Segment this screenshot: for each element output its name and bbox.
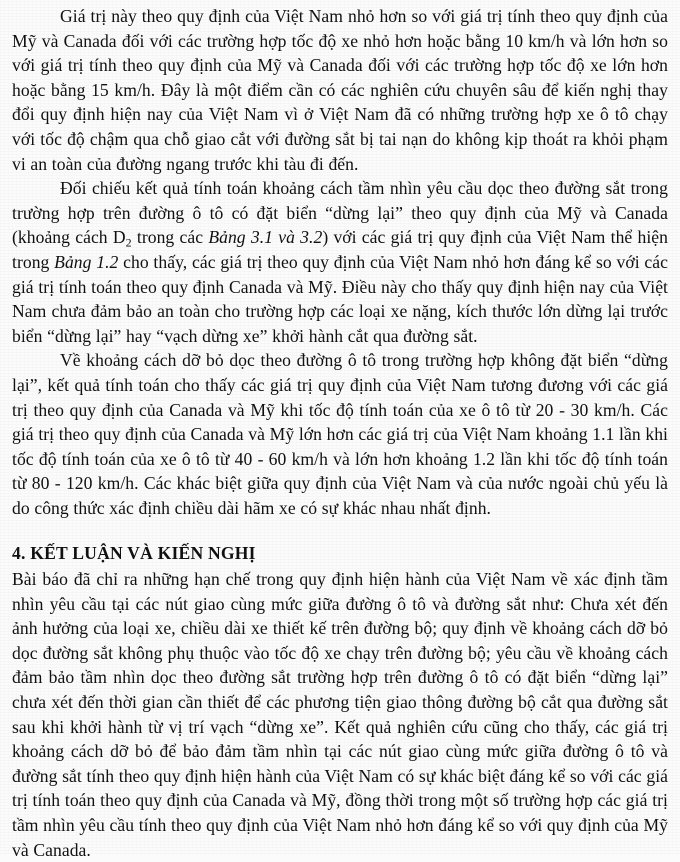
table-reference-bang-1-2: Bảng 1.2 bbox=[54, 251, 119, 272]
section-heading-4-ket-luan-va-kien-nghi: 4. KẾT LUẬN VÀ KIẾN NGHỊ bbox=[12, 543, 256, 564]
paragraph-2 bbox=[12, 176, 668, 348]
paragraph-2-segment-text-d: cho thấy, các giá trị theo quy định của Việt Nam nhỏ hơn đáng kể so với các giá trị tính toán theo quy định Canada và Mỹ. Điều này cho thấy quy định hiện nay của Việt Nam chưa đảm bảo an toàn cho trường hợp các loại xe nặng, kích thước lớn dừng lại trước biển “dừng lại” hay “vạch dừng xe” khởi hành cắt qua đường sắt. bbox=[12, 251, 668, 346]
paragraph-2-segment-text-c: ) với các giá trị quy định của Việt Nam thể hiện trong bbox=[12, 227, 668, 272]
paragraph-2-segment-text-b: trong các bbox=[131, 227, 209, 248]
table-reference-bang-3-1-va-3-2: Bảng 3.1 và 3.2 bbox=[208, 227, 323, 248]
document-text-column bbox=[12, 4, 668, 862]
paragraph-3: Về khoảng cách dỡ bỏ dọc theo đường ô tô trong trường hợp không đặt biển “dừng lại”, kết quả tính toán cho thấy các giá trị quy định của Việt Nam tương đương với các giá trị theo quy định của Canada và Mỹ khi tốc độ tính toán của xe ô tô từ 20 - 30 km/h. Các giá trị theo quy định của Canada và Mỹ lớn hơn các giá trị của Việt Nam khoảng 1.1 lần khi tốc độ tính toán của xe ô tô từ 40 - 60 km/h và lớn hơn khoảng 1.2 lần khi tốc độ tính toán từ 80 - 120 km/h. Các khác biệt giữa quy định của Việt Nam và của nước ngoài chủ yếu là do công thức xác định chiều dài hãm xe có sự khác nhau nhất định. bbox=[12, 350, 668, 518]
paragraph-2-segment-text-a: Đối chiếu kết quả tính toán khoảng cách tầm nhìn yêu cầu dọc theo đường sắt trong trường hợp trên đường ô tô có đặt biển “dừng lại” theo quy định của Mỹ và Canada (khoảng cách D bbox=[12, 178, 668, 248]
subscript-d2: 2 bbox=[125, 235, 132, 250]
paragraph-1: Giá trị này theo quy định của Việt Nam nhỏ hơn so với giá trị tính theo quy định của Mỹ và Canada đối với các trường hợp tốc độ xe nhỏ hơn hoặc bằng 10 km/h và lớn hơn so với giá trị tính theo quy định của Mỹ và Canada đối với các trường hợp tốc độ xe lớn hơn hoặc bằng 15 km/h. Đây là một điểm cần có các nghiên cứu chuyên sâu để kiến nghị thay đổi quy định hiện nay của Việt Nam vì ở Việt Nam đã có những trường hợp xe ô tô chạy với tốc độ chậm qua chỗ giao cắt với đường sắt bị tai nạn do không kịp thoát ra khỏi phạm vi an toàn của đường ngang trước khi tàu đi đến. bbox=[12, 6, 668, 174]
heading-spacer bbox=[12, 520, 668, 541]
conclusion-paragraph: Bài báo đã chỉ ra những hạn chế trong quy định hiện hành của Việt Nam về xác định tầm nhìn yêu cầu tại các nút giao cùng mức giữa đường ô tô và đường sắt như: Chưa xét đến ảnh hưởng của loại xe, chiều dài xe thiết kế trên đường bộ; quy định về khoảng cách dỡ bỏ dọc đường sắt không phụ thuộc vào tốc độ xe chạy trên đường bộ; yêu cầu về khoảng cách đảm bảo tầm nhìn dọc theo đường sắt trường hợp trên đường ô tô có đặt biển “dừng lại” chưa xét đến thời gian cần thiết để các phương tiện giao thông đường bộ cắt qua đường sắt sau khi khởi hành từ vị trí vạch “dừng xe”. Kết quả nghiên cứu cũng cho thấy, các giá trị khoảng cách dỡ bỏ để bảo đảm tầm nhìn tại các nút giao cùng mức giữa đường ô tô và đường sắt tính theo quy định hiện hành của Việt Nam có sự khác biệt đáng kể so với các giá trị tính toán theo quy định của Canada và Mỹ, đồng thời trong một số trường hợp các giá trị tầm nhìn yêu cầu tính theo quy định của Việt Nam nhỏ hơn đáng kể so với quy định của Mỹ và Canada. bbox=[12, 569, 668, 860]
